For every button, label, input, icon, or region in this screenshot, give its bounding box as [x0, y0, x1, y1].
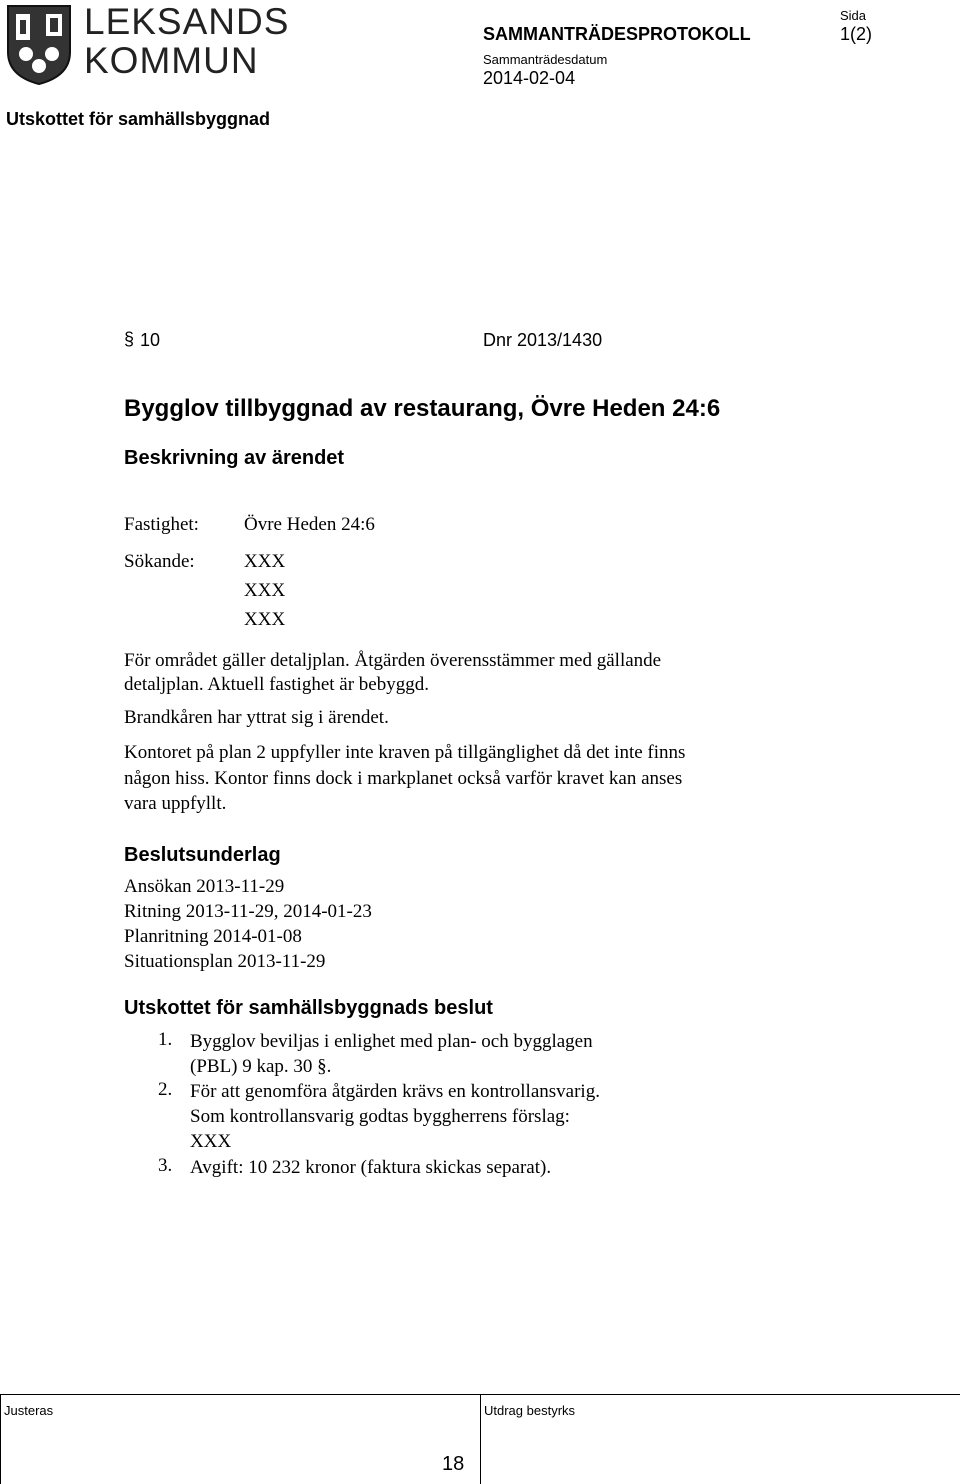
decision-item-line: (PBL) 9 kap. 30 §. — [190, 1056, 332, 1077]
paragraph-number: 10 — [140, 330, 161, 350]
description-paragraph-line: någon hiss. Kontor finns dock i markplanet också varför kravet kan anses — [124, 768, 683, 789]
description-heading: Beskrivning av ärendet — [124, 447, 345, 469]
decision-item-line: Avgift: 10 232 kronor (faktura skickas separat). — [190, 1157, 552, 1178]
case-number: Dnr 2013/1430 — [483, 330, 603, 350]
decision-heading: Utskottet för samhällsbyggnads beslut — [124, 997, 493, 1019]
meeting-date-label: Sammanträdesdatum — [483, 52, 608, 67]
committee-name: Utskottet för samhällsbyggnad — [6, 109, 271, 129]
applicant-line: XXX — [244, 551, 286, 572]
page-value: 1(2) — [840, 24, 873, 44]
organization-name-line2: KOMMUN — [84, 40, 259, 81]
footer-divider — [480, 1394, 481, 1484]
decision-item-line: XXX — [190, 1131, 232, 1152]
decision-item-number: 1. — [158, 1029, 173, 1050]
basis-item: Planritning 2014-01-08 — [124, 926, 302, 947]
basis-heading: Beslutsunderlag — [124, 844, 281, 866]
decision-item-number: 2. — [158, 1079, 173, 1100]
description-paragraph-line: Brandkåren har yttrat sig i ärendet. — [124, 707, 389, 728]
municipality-coat-of-arms-logo — [6, 4, 72, 86]
page-number: 18 — [442, 1453, 465, 1475]
applicant-line: XXX — [244, 609, 286, 630]
applicant-label: Sökande: — [124, 551, 195, 572]
document-type: SAMMANTRÄDESPROTOKOLL — [483, 24, 751, 44]
organization-name-line1: LEKSANDS — [84, 1, 290, 42]
decision-item-number: 3. — [158, 1155, 173, 1176]
description-paragraph-line: För området gäller detaljplan. Åtgärden överensstämmer med gällande — [124, 650, 662, 671]
decision-item-line: För att genomföra åtgärden krävs en kontrollansvarig. — [190, 1081, 600, 1102]
applicant-line: XXX — [244, 580, 286, 601]
page-label: Sida — [840, 8, 867, 23]
basis-item: Ansökan 2013-11-29 — [124, 876, 285, 897]
paragraph-sign-icon: § — [124, 329, 135, 349]
description-paragraph-line: vara uppfyllt. — [124, 793, 227, 814]
footer-divider — [0, 1394, 1, 1484]
decision-item-line: Bygglov beviljas i enlighet med plan- och bygglagen — [190, 1031, 593, 1052]
initials-label: Justeras — [4, 1403, 54, 1418]
description-paragraph-line: Kontoret på plan 2 uppfyller inte kraven på tillgänglighet då det inte finns — [124, 742, 686, 763]
basis-item: Situationsplan 2013-11-29 — [124, 951, 326, 972]
basis-item: Ritning 2013-11-29, 2014-01-23 — [124, 901, 372, 922]
property-label: Fastighet: — [124, 514, 199, 535]
certified-extract-label: Utdrag bestyrks — [484, 1403, 576, 1418]
description-paragraph-line: detaljplan. Aktuell fastighet är bebyggd. — [124, 674, 429, 695]
decision-item-line: Som kontrollansvarig godtas byggherrens förslag: — [190, 1106, 570, 1127]
item-title: Bygglov tillbyggnad av restaurang, Övre Heden 24:6 — [124, 395, 721, 422]
meeting-date-value: 2014-02-04 — [483, 68, 576, 88]
property-value: Övre Heden 24:6 — [244, 514, 375, 535]
